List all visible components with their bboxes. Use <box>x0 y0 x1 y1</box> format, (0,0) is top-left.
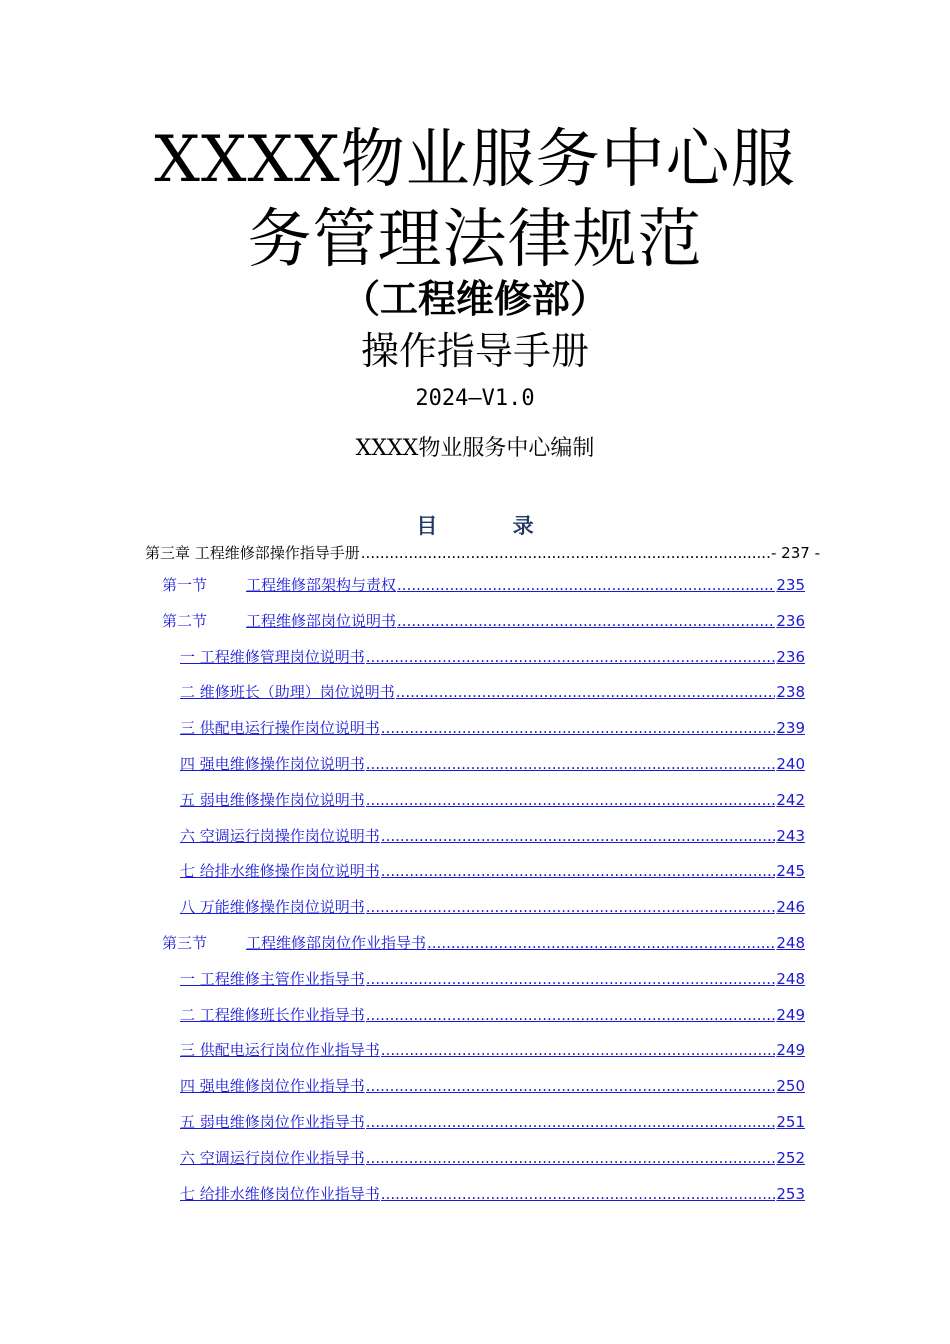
publisher-label: XXXX物业服务中心编制 <box>355 436 595 461</box>
toc-entry-label <box>162 926 426 962</box>
toc-leader-dots <box>366 890 776 926</box>
toc-leader-dots <box>396 675 776 711</box>
toc-section-link[interactable] <box>162 568 805 604</box>
toc-entry-text: 一 工程维修管理岗位说明书 <box>180 647 365 666</box>
toc-section-number: 第三节 <box>162 933 208 952</box>
toc-entry-text: 三 供配电运行操作岗位说明书 <box>180 719 380 738</box>
toc-entry-label <box>180 1105 365 1141</box>
toc-entry-text: 二 工程维修班长作业指导书 <box>180 1005 365 1024</box>
toc-entry-text: 六 空调运行岗位作业指导书 <box>180 1148 365 1167</box>
toc-entry-text: 五 弱电维修岗位作业指导书 <box>180 1112 365 1131</box>
toc-page-number: 252 <box>776 1148 805 1167</box>
toc-entry-label <box>180 1033 380 1069</box>
toc-entry-label <box>180 747 365 783</box>
toc-subsection-link[interactable] <box>180 1177 805 1213</box>
toc-leader-dots <box>366 1105 776 1141</box>
toc-leader-dots <box>366 1069 776 1105</box>
toc-entry-text: 六 空调运行岗操作岗位说明书 <box>180 826 380 845</box>
toc-leader-dots <box>381 1177 776 1213</box>
department-name: （工程维修部） <box>341 277 608 321</box>
toc-entry-text: 八 万能维修操作岗位说明书 <box>180 898 365 917</box>
toc-section-number: 第二节 <box>162 611 208 630</box>
toc-page-number: 245 <box>776 862 805 881</box>
toc-leader-dots <box>366 962 776 998</box>
toc-page-number: 238 <box>776 683 805 702</box>
toc-leader-dots <box>366 747 776 783</box>
toc-page-number: 242 <box>776 790 805 809</box>
toc-section-link[interactable] <box>162 926 805 962</box>
toc-leader-dots <box>361 538 770 568</box>
toc-subsection-link[interactable] <box>180 819 805 855</box>
toc-entry-label <box>180 1141 365 1177</box>
toc-entry-list <box>0 568 950 1212</box>
toc-section-link[interactable] <box>162 604 805 640</box>
document-title-line-2: 务管理法律规范 <box>247 203 703 277</box>
toc-entry-text: 三 供配电运行岗位作业指导书 <box>180 1041 380 1060</box>
toc-leader-dots <box>366 783 776 819</box>
toc-entry-label <box>162 604 396 640</box>
table-of-contents <box>0 538 950 1212</box>
toc-entry-label <box>180 675 395 711</box>
toc-page-number: 253 <box>776 1184 805 1203</box>
toc-entry-text: 一 工程维修主管作业指导书 <box>180 969 365 988</box>
toc-entry-label <box>180 711 380 747</box>
toc-page-number: 243 <box>776 826 805 845</box>
toc-entry-label <box>180 1177 380 1213</box>
toc-subsection-link[interactable] <box>180 783 805 819</box>
toc-subsection-link[interactable] <box>180 854 805 890</box>
toc-chapter-label: 第三章 工程维修部操作指导手册 <box>145 544 360 562</box>
document-title-line-1: XXXX物业服务中心服 <box>154 123 796 197</box>
toc-entry-text: 二 维修班长（助理）岗位说明书 <box>180 683 395 702</box>
toc-entry-label <box>180 890 365 926</box>
toc-leader-dots <box>381 711 776 747</box>
toc-entry-label <box>180 1069 365 1105</box>
toc-entry-text: 工程维修部岗位作业指导书 <box>246 933 427 952</box>
toc-chapter-page: - 237 - <box>771 544 820 562</box>
toc-entry-text: 七 给排水维修操作岗位说明书 <box>180 862 380 881</box>
toc-page-number: 240 <box>776 754 805 773</box>
toc-subsection-link[interactable] <box>180 998 805 1034</box>
toc-entry-text: 四 强电维修操作岗位说明书 <box>180 754 365 773</box>
toc-page-number: 248 <box>776 969 805 988</box>
toc-page-number: 249 <box>776 1041 805 1060</box>
toc-entry-label <box>180 640 365 676</box>
toc-page-number: 246 <box>776 898 805 917</box>
toc-page-number: 236 <box>776 611 805 630</box>
toc-entry-text: 四 强电维修岗位作业指导书 <box>180 1077 365 1096</box>
toc-chapter-entry[interactable] <box>145 538 820 568</box>
toc-leader-dots <box>381 854 776 890</box>
toc-leader-dots <box>366 998 776 1034</box>
toc-subsection-link[interactable] <box>180 1141 805 1177</box>
toc-leader-dots <box>381 819 776 855</box>
toc-subsection-link[interactable] <box>180 747 805 783</box>
toc-subsection-link[interactable] <box>180 711 805 747</box>
toc-subsection-link[interactable] <box>180 890 805 926</box>
toc-leader-dots <box>427 926 775 962</box>
toc-entry-text: 七 给排水维修岗位作业指导书 <box>180 1184 380 1203</box>
toc-entry-label <box>180 962 365 998</box>
toc-entry-text: 工程维修部岗位说明书 <box>246 611 397 630</box>
toc-leader-dots <box>366 640 776 676</box>
toc-subsection-link[interactable] <box>180 640 805 676</box>
toc-leader-dots <box>397 568 775 604</box>
toc-entry-label <box>180 998 365 1034</box>
toc-leader-dots <box>381 1033 776 1069</box>
toc-subsection-link[interactable] <box>180 1105 805 1141</box>
toc-subsection-link[interactable] <box>180 675 805 711</box>
toc-page-number: 249 <box>776 1005 805 1024</box>
version-label: 2024—V1.0 <box>415 386 535 411</box>
toc-page-number: 248 <box>776 933 805 952</box>
toc-page-number: 235 <box>776 576 805 594</box>
toc-page-number: 236 <box>776 647 805 666</box>
toc-entry-label <box>180 819 380 855</box>
toc-subsection-link[interactable] <box>180 1033 805 1069</box>
toc-page-number: 250 <box>776 1077 805 1096</box>
toc-entry-label <box>180 783 365 819</box>
toc-section-number: 第一节 <box>162 576 208 594</box>
toc-subsection-link[interactable] <box>180 962 805 998</box>
toc-entry-label <box>180 854 380 890</box>
document-subtitle: 操作指导手册 <box>360 329 589 373</box>
toc-page-number: 251 <box>776 1112 805 1131</box>
toc-leader-dots <box>397 604 775 640</box>
toc-entry-label <box>162 568 396 604</box>
toc-entry-text: 工程维修部架构与责权 <box>246 576 397 594</box>
toc-entry-text: 五 弱电维修操作岗位说明书 <box>180 790 365 809</box>
toc-leader-dots <box>366 1141 776 1177</box>
toc-heading: 目 录 <box>416 514 568 538</box>
toc-subsection-link[interactable] <box>180 1069 805 1105</box>
toc-page-number: 239 <box>776 719 805 738</box>
